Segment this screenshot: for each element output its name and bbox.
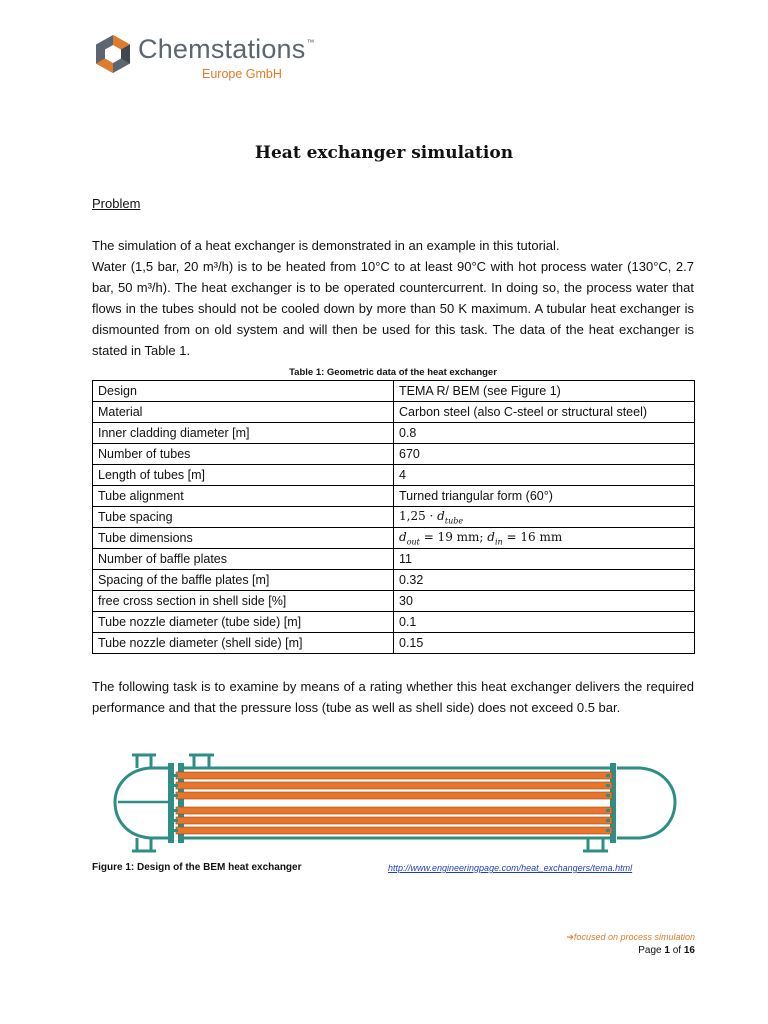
- paragraph-problem: Water (1,5 bar, 20 m³/h) is to be heated from 10°C to at least 90°C with hot process water (130°C, 2.7 bar, 50 m³/h). The heat exchanger is to be operated countercurrent. In doing so, the process water that flows in the tubes should not be cooled down by more than 50 K maximum. A tubular heat exchanger is dismounted from on old system and will then be used for this task. The data of the heat exchanger is stated in Table 1.: [92, 259, 694, 358]
- table-row: [93, 612, 695, 633]
- left-bottom-nozzle: [132, 838, 156, 851]
- param-cell: Tube nozzle diameter (shell side) [m]: [93, 633, 394, 654]
- chemstations-logo-icon: [94, 34, 132, 74]
- value-cell: [394, 507, 695, 528]
- table-row: [93, 402, 695, 423]
- math-formula: $1,25 \cdot d_{tube}$: [399, 508, 464, 526]
- logo-subtitle: Europe GmbH: [202, 67, 282, 81]
- figure-source-link[interactable]: http://www.engineeringpage.com/heat_exchangers/tema.html: [388, 863, 633, 873]
- company-logo: [94, 32, 334, 82]
- tube-bundle: [176, 772, 612, 834]
- param-cell: free cross section in shell side [%]: [93, 591, 394, 612]
- shell-nozzle-bottom-right: [583, 838, 608, 851]
- table-row: [93, 633, 695, 654]
- table-row: [93, 528, 695, 549]
- figure-caption: Figure 1: Design of the BEM heat exchanger: [92, 862, 302, 873]
- geometry-table: [92, 380, 695, 654]
- right-head: [617, 768, 675, 838]
- param-cell: Tube spacing: [93, 507, 394, 528]
- footer-tagline: ➔focused on process simulation: [566, 932, 695, 942]
- section-heading: Problem: [92, 196, 141, 211]
- table-row: [93, 423, 695, 444]
- value-cell: 4: [394, 465, 695, 486]
- value-cell: 30: [394, 591, 695, 612]
- page-number: Page 1 of 16: [638, 945, 695, 956]
- left-top-nozzle: [132, 755, 156, 768]
- table-row: [93, 465, 695, 486]
- param-cell: Spacing of the baffle plates [m]: [93, 570, 394, 591]
- param-cell: Inner cladding diameter [m]: [93, 423, 394, 444]
- heat-exchanger-diagram: [110, 750, 680, 855]
- value-cell: 0.8: [394, 423, 695, 444]
- param-cell: Length of tubes [m]: [93, 465, 394, 486]
- shell-nozzle-top-left: [189, 755, 214, 768]
- table-row: [93, 486, 695, 507]
- param-cell: Tube nozzle diameter (tube side) [m]: [93, 612, 394, 633]
- value-cell: 0.15: [394, 633, 695, 654]
- param-cell: Design: [93, 381, 394, 402]
- value-cell: 0.32: [394, 570, 695, 591]
- value-cell: 0.1: [394, 612, 695, 633]
- task-text: The following task is to examine by means of a rating whether this heat exchanger delivers the required performance and that the pressure loss (tube as well as shell side) does not exceed 0.5 bar.: [92, 679, 694, 715]
- value-cell: Carbon steel (also C-steel or structural steel): [394, 402, 695, 423]
- table-row: [93, 444, 695, 465]
- intro-text: [92, 235, 694, 361]
- param-cell: Tube dimensions: [93, 528, 394, 549]
- math-formula: $d_{out} = 19$ mm; $d_{in} = 16$ mm: [399, 529, 563, 547]
- table-row: [93, 570, 695, 591]
- table-caption: Table 1: Geometric data of the heat exchanger: [289, 367, 497, 378]
- table-row: [93, 549, 695, 570]
- paragraph-intro: The simulation of a heat exchanger is demonstrated in an example in this tutorial.: [92, 238, 560, 253]
- param-cell: Tube alignment: [93, 486, 394, 507]
- table-row: [93, 591, 695, 612]
- param-cell: Number of tubes: [93, 444, 394, 465]
- table-row: [93, 507, 695, 528]
- value-cell: 670: [394, 444, 695, 465]
- logo-name: Chemstations™: [138, 34, 315, 64]
- document-title: Heat exchanger simulation: [254, 143, 514, 163]
- value-cell: 11: [394, 549, 695, 570]
- value-cell: TEMA R/ BEM (see Figure 1): [394, 381, 695, 402]
- table-row: [93, 381, 695, 402]
- value-cell: [394, 528, 695, 549]
- param-cell: Number of baffle plates: [93, 549, 394, 570]
- left-flange: [168, 763, 174, 843]
- param-cell: Material: [93, 402, 394, 423]
- value-cell: Turned triangular form (60°): [394, 486, 695, 507]
